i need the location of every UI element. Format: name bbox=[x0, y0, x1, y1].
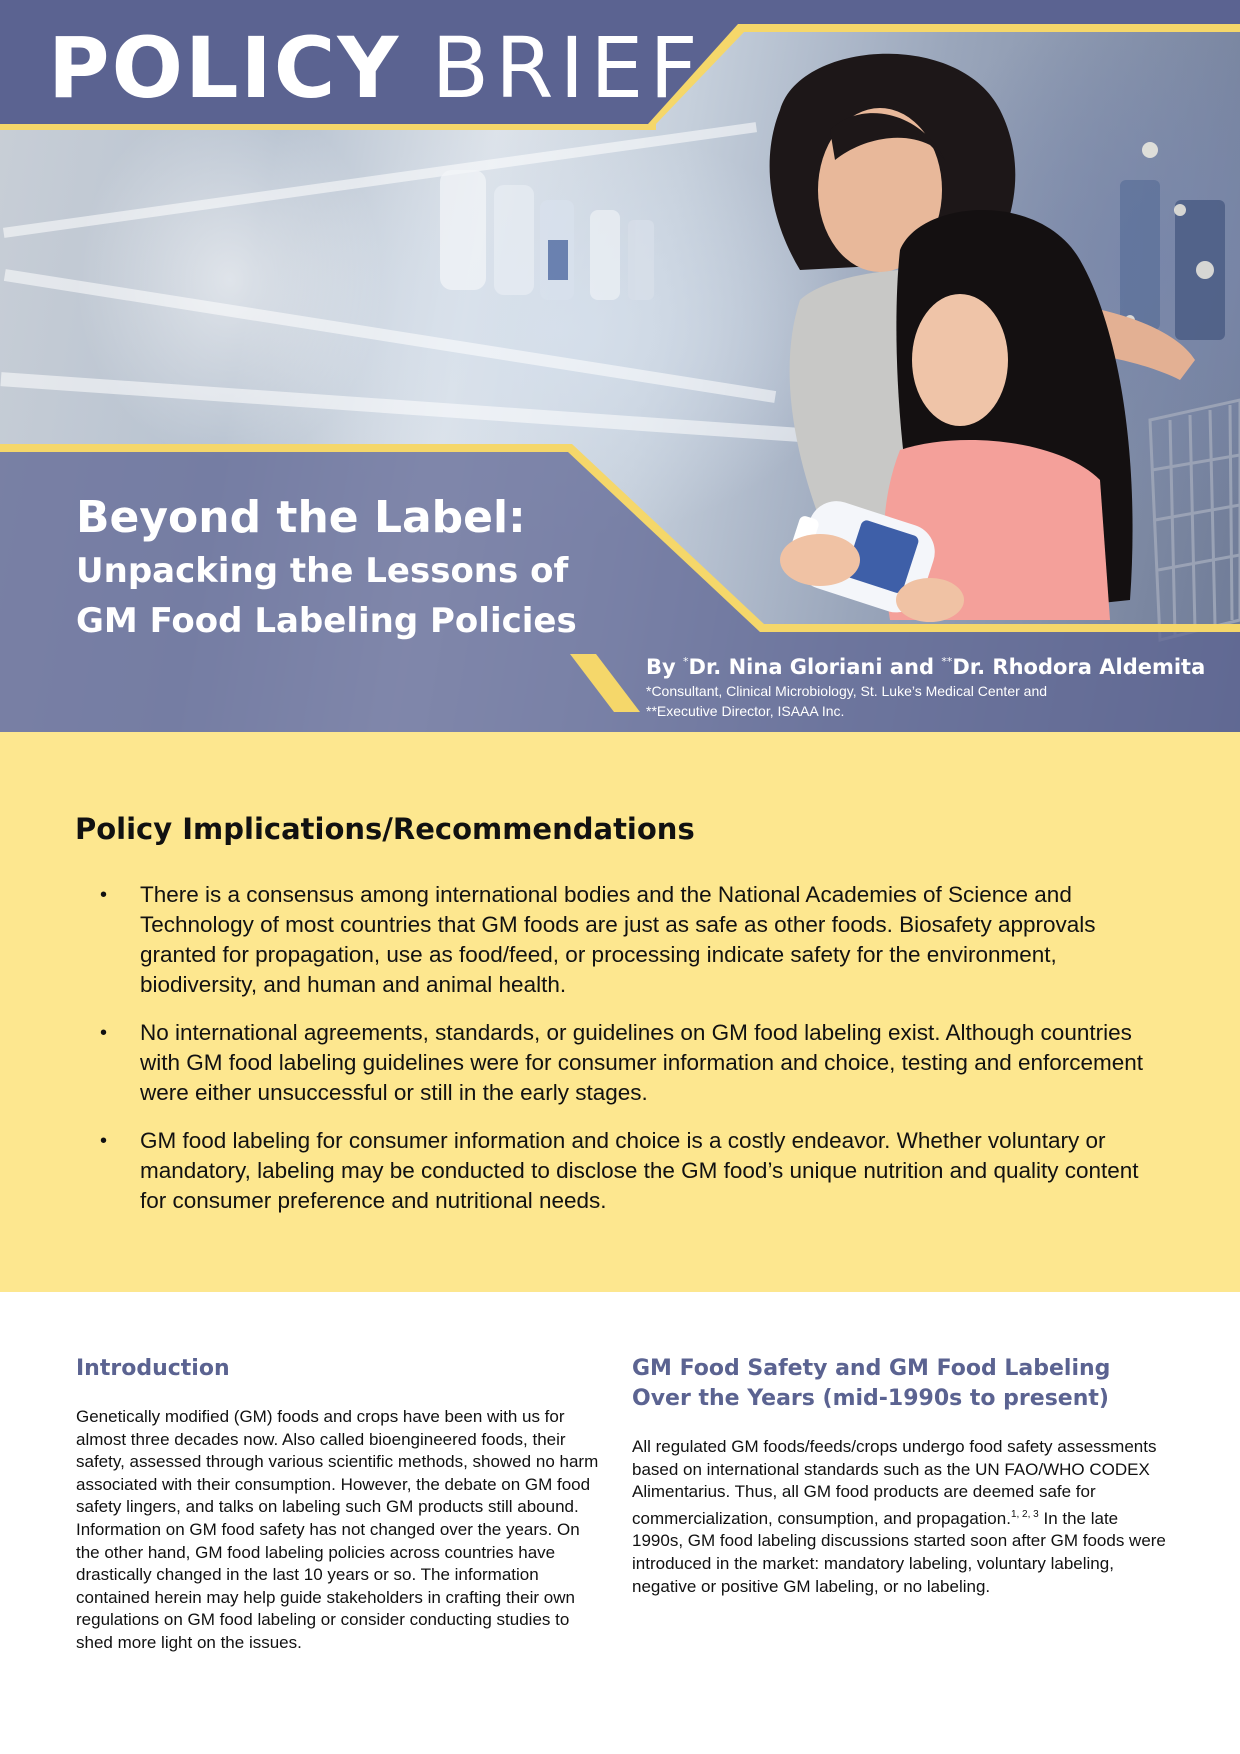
affiliation-2: **Executive Director, ISAAA Inc. bbox=[646, 703, 845, 719]
introduction-text: Genetically modified (GM) foods and crops have been with us for almost three decades now. Also called bioengineered foods, their safety, assessed through various scientific methods, showed no harm associated with their consumption. However, the debate on GM food safety lingers, and talks on labeling such GM products still abound. Information on GM food safety has not changed over the years. On the other hand, GM food labeling policies across countries have drastically changed in the last 10 years or so. The information contained herein may help guide stakeholders in crafting their own regulations on GM food labeling or consider conducting studies to shed more light on the issues. bbox=[76, 1407, 599, 1652]
recommendation-text: No international agreements, standards, or guidelines on GM food labeling exist. Although countries with GM food labeling guidelines were for consumer information and choice, testing and enforcement were either unsuccessful or still in the early stages. bbox=[140, 1020, 1144, 1105]
gm-food-safety-text bbox=[632, 1436, 1172, 1598]
recommendation-item bbox=[100, 1126, 1170, 1216]
gm-food-safety-section bbox=[632, 1354, 1172, 1598]
recommendation-item bbox=[100, 880, 1170, 1000]
bullet-icon: • bbox=[100, 884, 108, 906]
by-label: By bbox=[646, 655, 684, 679]
introduction-section bbox=[76, 1354, 606, 1655]
gm-food-safety-text-part1: All regulated GM foods/feeds/crops undergo food safety assessments based on international standards such as the UN FAO/WHO CODEX Alimentarius. Thus, all GM food products are deemed safe for commercialization, consumption, and propagation. bbox=[632, 1437, 1157, 1528]
author2-name: Dr. Rhodora Aldemita bbox=[952, 655, 1206, 679]
headline-subtitle-line1: Unpacking the Lessons of bbox=[76, 551, 569, 591]
author2-mark: ** bbox=[941, 655, 953, 668]
brief-word: BRIEF bbox=[431, 19, 704, 117]
bullet-icon: • bbox=[100, 1022, 108, 1044]
headline-subtitle-line2: GM Food Labeling Policies bbox=[76, 601, 577, 641]
authors-line bbox=[646, 648, 1226, 681]
recommendation-text: GM food labeling for consumer information and choice is a costly endeavor. Whether voluntary or mandatory, labeling may be conducted to disclose the GM food’s unique nutrition and quality content for consumer preference and nutritional needs. bbox=[140, 1128, 1139, 1213]
brief-headline bbox=[76, 490, 577, 646]
introduction-heading: Introduction bbox=[76, 1356, 230, 1381]
recommendation-text: There is a consensus among international bodies and the National Academies of Science and Technology of most countries that GM foods are just as safe as other foods. Biosafety approvals granted for propagation, use as food/feed, or processing indicate safety for the environment, biodiversity, and human and animal health. bbox=[140, 882, 1096, 997]
gm-food-safety-text-part2: In the late 1990s, GM food labeling discussions started soon after GM foods were introduced in the market: mandatory labeling, voluntary labeling, negative or positive GM labeling, or no labeling. bbox=[632, 1508, 1166, 1596]
headline-main: Beyond the Label: bbox=[76, 492, 526, 543]
author1-name: Dr. Nina Gloriani and bbox=[688, 655, 942, 679]
recommendations-section bbox=[0, 732, 1240, 1292]
citation-refs: 1, 2, 3 bbox=[1010, 1508, 1039, 1520]
document-type-title bbox=[48, 18, 704, 118]
recommendation-item bbox=[100, 1018, 1170, 1108]
author1-mark: * bbox=[683, 655, 689, 668]
author-byline bbox=[646, 648, 1226, 721]
affiliation-1: *Consultant, Clinical Microbiology, St. Luke’s Medical Center and bbox=[646, 683, 1048, 699]
gm-food-safety-heading: GM Food Safety and GM Food Labeling Over the Years (mid-1990s to present) bbox=[632, 1356, 1111, 1411]
hero-banner bbox=[0, 0, 1240, 732]
bullet-icon: • bbox=[100, 1130, 108, 1152]
recommendations-list bbox=[100, 880, 1170, 1234]
recommendations-heading: Policy Implications/Recommendations bbox=[75, 812, 695, 846]
policy-word: POLICY bbox=[48, 19, 401, 117]
